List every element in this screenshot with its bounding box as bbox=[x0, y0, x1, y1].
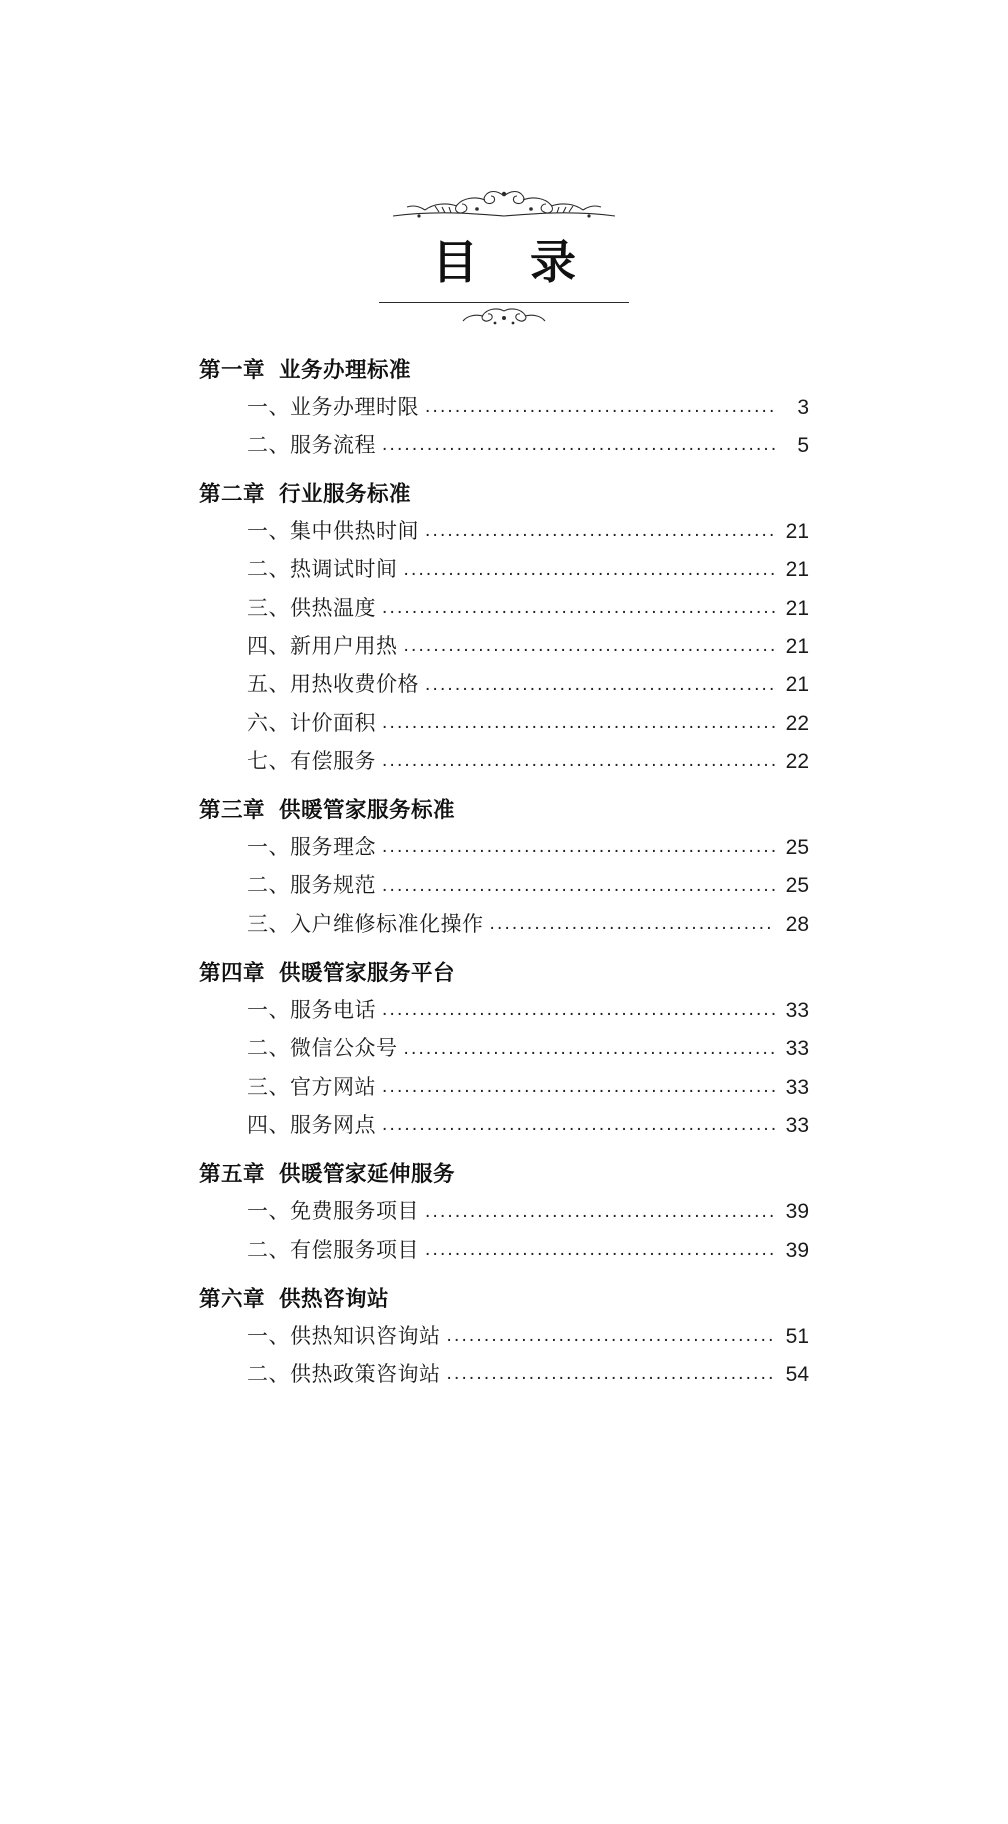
toc-entry-label: 二、有偿服务项目 bbox=[247, 1238, 419, 1262]
toc-list bbox=[199, 353, 809, 1394]
toc-page bbox=[0, 186, 1008, 1824]
toc-entry-label: 三、官方网站 bbox=[247, 1075, 376, 1099]
toc-entry[interactable] bbox=[247, 1106, 809, 1144]
toc-leader-dots bbox=[447, 1362, 776, 1383]
toc-leader-dots bbox=[404, 1037, 776, 1058]
toc-entry[interactable] bbox=[247, 1192, 809, 1230]
toc-leader-dots bbox=[382, 596, 775, 617]
toc-entry-page: 51 bbox=[785, 1324, 809, 1348]
toc-entry-page: 25 bbox=[785, 836, 809, 860]
toc-entry-page: 33 bbox=[785, 1113, 809, 1137]
toc-leader-dots bbox=[382, 711, 775, 732]
toc-chapter-heading[interactable] bbox=[199, 353, 809, 384]
toc-entry-page: 39 bbox=[785, 1238, 809, 1262]
toc-entry[interactable] bbox=[247, 627, 809, 665]
toc-entry[interactable] bbox=[247, 1068, 809, 1106]
toc-entry[interactable] bbox=[247, 1355, 809, 1393]
toc-entry[interactable] bbox=[247, 704, 809, 742]
chapter-title: 供热咨询站 bbox=[279, 1286, 390, 1312]
toc-entry[interactable] bbox=[247, 1231, 809, 1269]
toc-entry-label: 二、服务流程 bbox=[247, 433, 376, 457]
toc-entry[interactable] bbox=[247, 905, 809, 943]
toc-entry-page: 21 bbox=[785, 673, 809, 697]
chapter-number: 第六章 bbox=[199, 1286, 266, 1312]
toc-leader-dots bbox=[382, 1113, 775, 1134]
toc-entry-label: 一、免费服务项目 bbox=[247, 1200, 419, 1224]
toc-entry[interactable] bbox=[247, 589, 809, 627]
toc-entry-label: 五、用热收费价格 bbox=[247, 673, 419, 697]
toc-entry[interactable] bbox=[247, 1317, 809, 1355]
toc-entry-label: 三、供热温度 bbox=[247, 596, 376, 620]
toc-entry[interactable] bbox=[247, 426, 809, 464]
toc-leader-dots bbox=[404, 558, 776, 579]
toc-entry[interactable] bbox=[247, 742, 809, 780]
toc-entry-label: 六、计价面积 bbox=[247, 711, 376, 735]
toc-entry[interactable] bbox=[247, 550, 809, 588]
toc-entry-label: 四、服务网点 bbox=[247, 1113, 376, 1137]
chapter-number: 第四章 bbox=[199, 961, 266, 987]
toc-entry-label: 二、供热政策咨询站 bbox=[247, 1363, 441, 1387]
toc-leader-dots bbox=[382, 998, 775, 1019]
toc-leader-dots bbox=[382, 433, 775, 454]
toc-entry-page: 21 bbox=[785, 634, 809, 658]
toc-leader-dots bbox=[447, 1324, 776, 1345]
toc-header bbox=[0, 186, 1008, 331]
chapter-number: 第二章 bbox=[199, 482, 266, 508]
toc-entry[interactable] bbox=[247, 512, 809, 550]
toc-entry-label: 一、业务办理时限 bbox=[247, 395, 419, 419]
toc-entry-label: 七、有偿服务 bbox=[247, 749, 376, 773]
toc-entry-label: 二、微信公众号 bbox=[247, 1037, 398, 1061]
toc-leader-dots bbox=[425, 1200, 775, 1221]
toc-chapter-heading[interactable] bbox=[199, 1282, 809, 1313]
toc-entry-page: 39 bbox=[785, 1200, 809, 1224]
page-title: 目 录 bbox=[431, 235, 594, 289]
toc-entry-page: 21 bbox=[785, 596, 809, 620]
toc-entry-label: 二、服务规范 bbox=[247, 874, 376, 898]
chapter-title: 供暖管家延伸服务 bbox=[279, 1162, 456, 1188]
toc-entry-page: 5 bbox=[797, 433, 809, 457]
toc-entry-page: 21 bbox=[785, 520, 809, 544]
flourish-ornament-icon bbox=[379, 186, 629, 232]
toc-leader-dots bbox=[490, 912, 776, 933]
toc-chapter-heading[interactable] bbox=[199, 1157, 809, 1188]
toc-chapter-heading[interactable] bbox=[199, 477, 809, 508]
toc-chapter-heading[interactable] bbox=[199, 956, 809, 987]
toc-entry-label: 四、新用户用热 bbox=[247, 634, 398, 658]
toc-entry-page: 33 bbox=[785, 1037, 809, 1061]
toc-entry-page: 21 bbox=[785, 558, 809, 582]
toc-leader-dots bbox=[382, 749, 775, 770]
toc-entry-page: 33 bbox=[785, 999, 809, 1023]
toc-leader-dots bbox=[425, 1238, 775, 1259]
toc-leader-dots bbox=[382, 835, 775, 856]
toc-entry-label: 二、热调试时间 bbox=[247, 558, 398, 582]
toc-entry-page: 22 bbox=[785, 711, 809, 735]
toc-leader-dots bbox=[425, 519, 775, 540]
toc-entry-label: 一、集中供热时间 bbox=[247, 520, 419, 544]
toc-leader-dots bbox=[382, 874, 775, 895]
chapter-title: 供暖管家服务平台 bbox=[279, 961, 456, 987]
toc-leader-dots bbox=[425, 395, 775, 416]
toc-entry-page: 3 bbox=[797, 395, 809, 419]
toc-entry-label: 一、服务理念 bbox=[247, 836, 376, 860]
toc-entry-page: 33 bbox=[785, 1075, 809, 1099]
toc-entry-page: 54 bbox=[785, 1363, 809, 1387]
chapter-title: 行业服务标准 bbox=[279, 482, 412, 508]
toc-entry[interactable] bbox=[247, 828, 809, 866]
toc-entry[interactable] bbox=[247, 388, 809, 426]
toc-entry[interactable] bbox=[247, 866, 809, 904]
chapter-title: 业务办理标准 bbox=[279, 357, 412, 383]
toc-entry-label: 一、服务电话 bbox=[247, 999, 376, 1023]
toc-entry[interactable] bbox=[247, 1029, 809, 1067]
toc-chapter-heading[interactable] bbox=[199, 793, 809, 824]
toc-leader-dots bbox=[425, 673, 775, 694]
toc-entry-label: 一、供热知识咨询站 bbox=[247, 1324, 441, 1348]
chapter-title: 供暖管家服务标准 bbox=[279, 798, 456, 824]
toc-entry-page: 28 bbox=[785, 912, 809, 936]
toc-entry-label: 三、入户维修标准化操作 bbox=[247, 912, 484, 936]
toc-leader-dots bbox=[404, 634, 776, 655]
toc-entry[interactable] bbox=[247, 991, 809, 1029]
chapter-number: 第三章 bbox=[199, 798, 266, 824]
toc-leader-dots bbox=[382, 1075, 775, 1096]
toc-entry-page: 25 bbox=[785, 874, 809, 898]
toc-entry[interactable] bbox=[247, 665, 809, 703]
chapter-number: 第一章 bbox=[199, 357, 266, 383]
flourish-ornament-small-icon bbox=[379, 305, 629, 331]
chapter-number: 第五章 bbox=[199, 1162, 266, 1188]
toc-entry-page: 22 bbox=[785, 749, 809, 773]
title-divider bbox=[379, 302, 629, 303]
